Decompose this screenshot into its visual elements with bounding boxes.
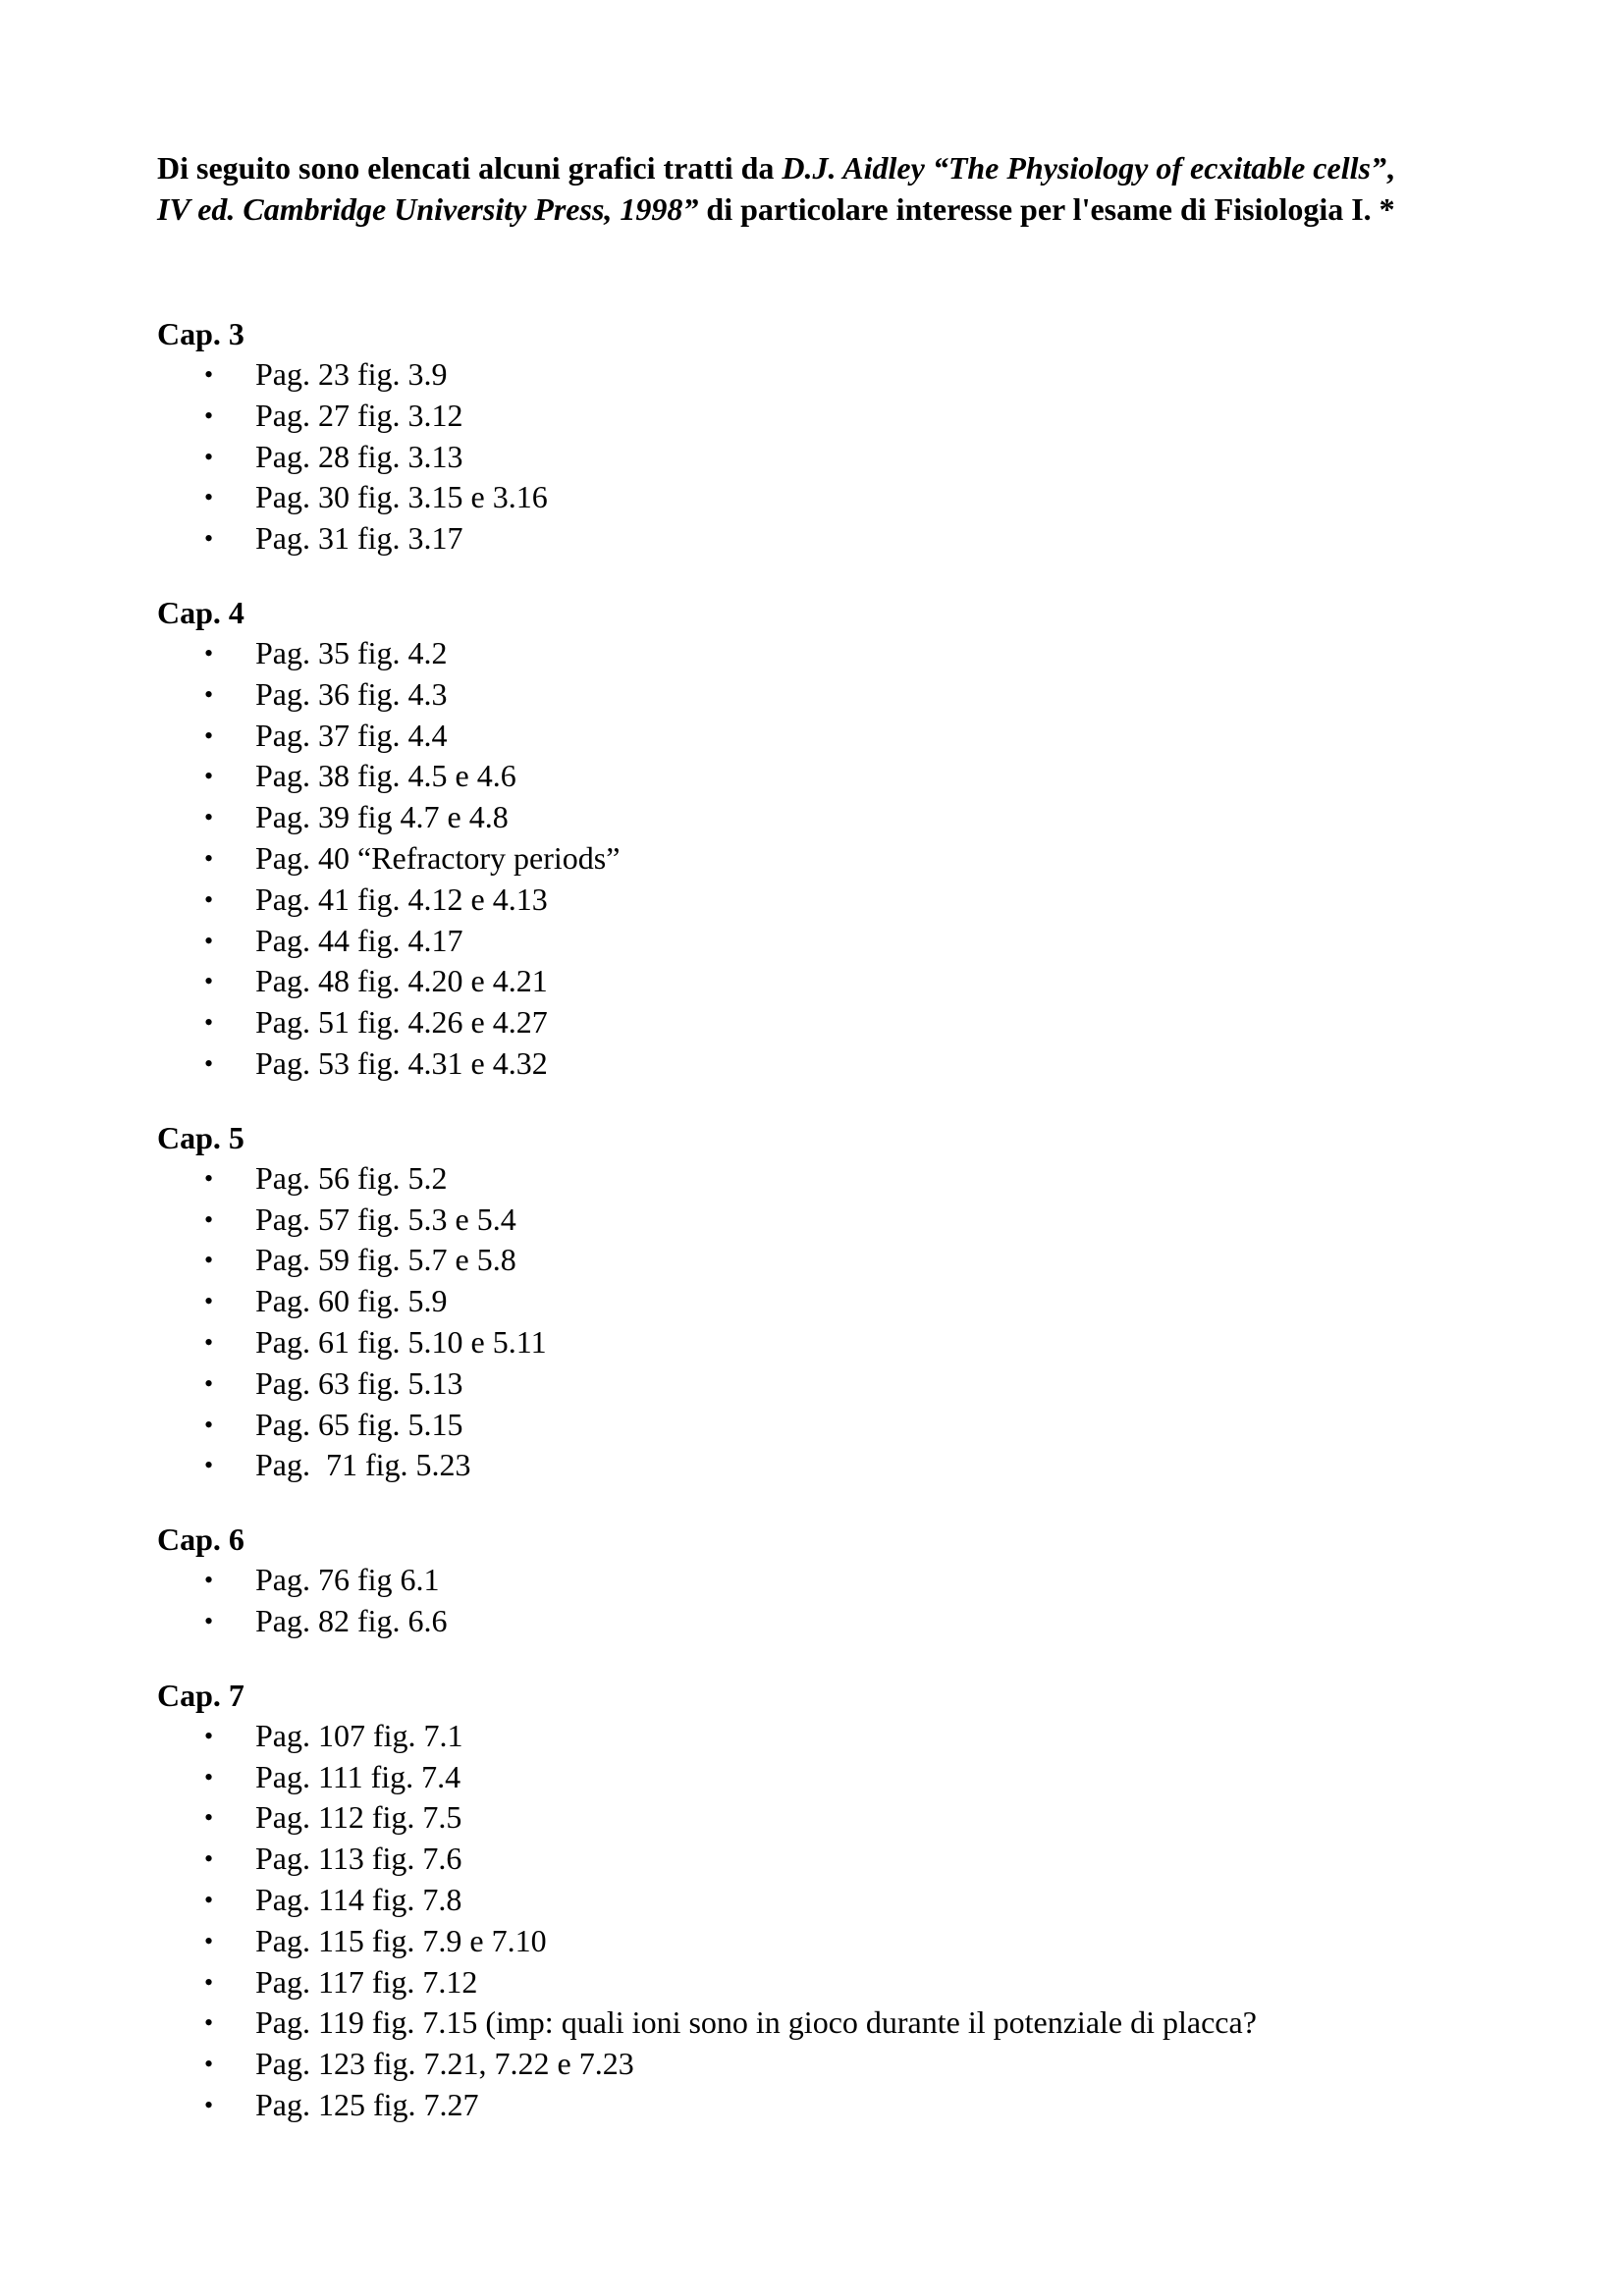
list-item [157,1405,1532,1446]
list-item [157,2002,1532,2044]
bullet-icon: • [204,1721,214,1750]
list-item [157,674,1532,716]
list-item [157,1158,1532,1200]
list-item-text: Pag. 76 fig 6.1 [255,1562,440,1598]
bullet-icon: • [204,1246,214,1275]
list-item-text: Pag. 57 fig. 5.3 e 5.4 [255,1201,516,1237]
list-item-text: Pag. 111 fig. 7.4 [255,1758,461,1794]
list-item-text: Pag. 23 fig. 3.9 [255,356,448,392]
chapter-title: Cap. 5 [157,1119,244,1155]
bullet-icon: • [204,967,214,996]
list-item [157,961,1532,1002]
list-item [157,1716,1532,1757]
list-item [157,633,1532,674]
list-item [157,396,1532,437]
list-item-text: Pag. 82 fig. 6.6 [255,1602,448,1638]
intro-text-part3: di particolare interesse per l'esame di Fisiologia I. * [698,191,1395,227]
list-item [157,477,1532,518]
intro-book-edition: IV ed. Cambridge University Press, 1998” [157,191,699,227]
bullet-icon: • [204,1368,214,1398]
bullet-icon: • [204,1163,214,1193]
list-item-text: Pag. 28 fig. 3.13 [255,438,463,474]
list-item-text: Pag. 35 fig. 4.2 [255,634,448,670]
list-item-text: Pag. 53 fig. 4.31 e 4.32 [255,1044,548,1081]
list-item [157,1200,1532,1241]
bullet-icon: • [204,638,214,667]
bullet-icon: • [204,1926,214,1955]
list-item-text: Pag. 123 fig. 7.21, 7.22 e 7.23 [255,2046,634,2082]
list-item-text: Pag. 113 fig. 7.6 [255,1841,462,1877]
bullet-icon: • [204,1048,214,1078]
list-item-text: Pag. 112 fig. 7.5 [255,1799,462,1836]
list-item [157,921,1532,962]
list-item-text: Pag. 37 fig. 4.4 [255,717,448,753]
chapter-section [157,1519,1532,1642]
chapter-list [157,313,1532,2126]
bullet-icon: • [204,762,214,791]
bullet-icon: • [204,400,214,430]
bullet-icon: • [204,884,214,914]
list-item [157,1880,1532,1921]
bullet-icon: • [204,1327,214,1357]
figure-list [157,1560,1532,1642]
list-item-text: Pag. 119 fig. 7.15 (imp: quali ioni sono in gioco durante il potenziale di placca? [255,2004,1257,2041]
list-item [157,1560,1532,1601]
bullet-icon: • [204,1008,214,1038]
list-item [157,1757,1532,1798]
bullet-icon: • [204,2090,214,2119]
intro-text-part2: , [1385,150,1394,186]
chapter-section [157,1117,1532,1486]
bullet-icon: • [204,1566,214,1595]
list-item [157,1921,1532,1962]
chapter-section [157,1675,1532,2126]
list-item-text: Pag. 59 fig. 5.7 e 5.8 [255,1242,516,1278]
intro-book-author-title: D.J. Aidley “The Physiology of ecxitable cells” [782,150,1386,186]
chapter-title: Cap. 3 [157,316,244,351]
list-item [157,1322,1532,1363]
figure-list [157,633,1532,1085]
bullet-icon: • [204,721,214,750]
list-item [157,797,1532,838]
figure-list [157,1158,1532,1486]
list-item-text: Pag. 114 fig. 7.8 [255,1881,462,1917]
list-item [157,1445,1532,1486]
chapter-section [157,313,1532,560]
list-item-text: Pag. 56 fig. 5.2 [255,1159,448,1196]
bullet-icon: • [204,803,214,832]
list-item-text: Pag. 61 fig. 5.10 e 5.11 [255,1323,547,1360]
list-item-text: Pag. 125 fig. 7.27 [255,2086,479,2122]
bullet-icon: • [204,926,214,955]
figure-list [157,1716,1532,2126]
bullet-icon: • [204,483,214,512]
bullet-icon: • [204,1606,214,1635]
list-item-text: Pag. 71 fig. 5.23 [255,1447,471,1483]
bullet-icon: • [204,1451,214,1480]
list-item [157,1839,1532,1880]
chapter-title: Cap. 6 [157,1522,244,1558]
list-item [157,1281,1532,1322]
list-item [157,1363,1532,1405]
bullet-icon: • [204,442,214,471]
figure-list [157,354,1532,560]
list-item-text: Pag. 41 fig. 4.12 e 4.13 [255,881,548,917]
list-item-text: Pag. 107 fig. 7.1 [255,1717,463,1753]
list-item-text: Pag. 39 fig 4.7 e 4.8 [255,799,509,835]
list-item [157,1043,1532,1085]
bullet-icon: • [204,843,214,873]
bullet-icon: • [204,1410,214,1439]
list-item [157,716,1532,757]
list-item-text: Pag. 40 “Refractory periods” [255,839,621,876]
chapter-title: Cap. 4 [157,594,244,630]
list-item [157,1962,1532,2003]
list-item [157,1797,1532,1839]
list-item [157,880,1532,921]
bullet-icon: • [204,679,214,709]
list-item-text: Pag. 27 fig. 3.12 [255,397,463,433]
bullet-icon: • [204,2050,214,2079]
list-item-text: Pag. 48 fig. 4.20 e 4.21 [255,963,548,999]
list-item [157,838,1532,880]
intro-text-part1: Di seguito sono elencati alcuni grafici tratti da [157,150,783,186]
list-item-text: Pag. 36 fig. 4.3 [255,675,448,712]
bullet-icon: • [204,1803,214,1833]
bullet-icon: • [204,1287,214,1316]
list-item [157,437,1532,478]
list-item-text: Pag. 117 fig. 7.12 [255,1963,478,2000]
list-item [157,518,1532,560]
document-page [157,147,1532,2159]
list-item-text: Pag. 51 fig. 4.26 e 4.27 [255,1004,548,1041]
intro-paragraph [157,147,1532,230]
bullet-icon: • [204,524,214,554]
list-item-text: Pag. 63 fig. 5.13 [255,1364,463,1401]
bullet-icon: • [204,1844,214,1874]
list-item [157,756,1532,797]
bullet-icon: • [204,360,214,389]
list-item [157,1240,1532,1281]
chapter-section [157,592,1532,1085]
list-item-text: Pag. 115 fig. 7.9 e 7.10 [255,1922,547,1958]
list-item-text: Pag. 44 fig. 4.17 [255,922,463,958]
list-item-text: Pag. 31 fig. 3.17 [255,520,463,557]
bullet-icon: • [204,2008,214,2038]
list-item-text: Pag. 38 fig. 4.5 e 4.6 [255,758,516,794]
list-item [157,2044,1532,2085]
list-item [157,1002,1532,1043]
list-item-text: Pag. 65 fig. 5.15 [255,1406,463,1442]
list-item-text: Pag. 60 fig. 5.9 [255,1283,448,1319]
bullet-icon: • [204,1762,214,1791]
list-item [157,354,1532,396]
list-item [157,1601,1532,1642]
bullet-icon: • [204,1204,214,1234]
bullet-icon: • [204,1967,214,1997]
list-item-text: Pag. 30 fig. 3.15 e 3.16 [255,479,548,515]
bullet-icon: • [204,1885,214,1914]
list-item [157,2085,1532,2126]
chapter-title: Cap. 7 [157,1677,244,1713]
